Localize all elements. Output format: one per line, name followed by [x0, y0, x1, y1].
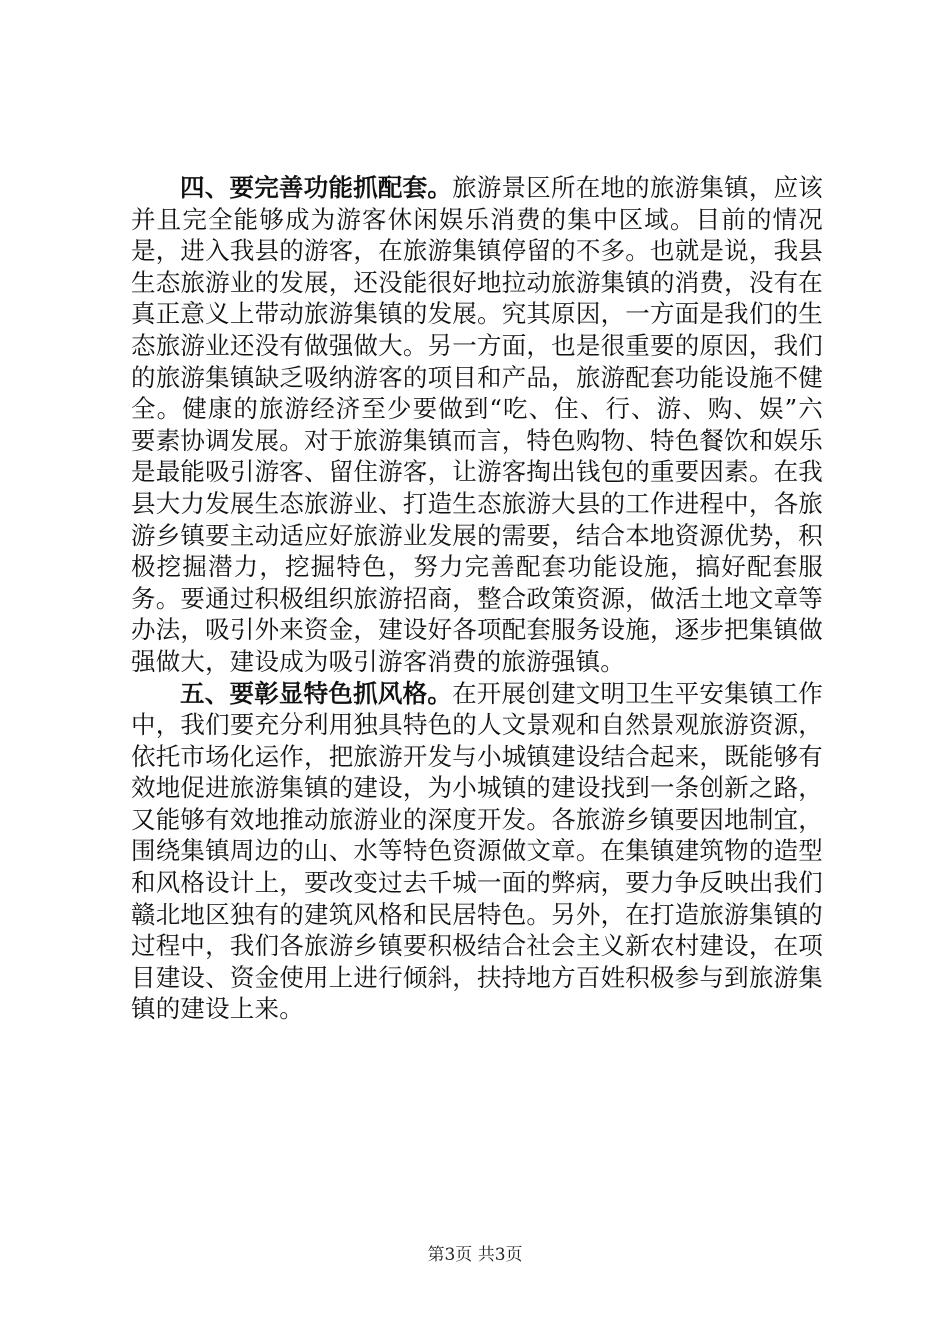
document-body: [131, 172, 823, 1025]
paragraph-four-text: 旅游景区所在地的旅游集镇，应该并且完全能够成为游客休闲娱乐消费的集中区域。目前的情况是，进入我县的游客，在旅游集镇停留的不多。也就是说，我县生态旅游业的发展，还没能很好地拉动旅游集镇的消费，没有在真正意义上带动旅游集镇的发展。究其原因，一方面是我们的生态旅游业还没有做强做大。另一方面，也是很重要的原因，我们的旅游集镇缺乏吸纳游客的项目和产品，旅游配套功能设施不健全。健康的旅游经济至少要做到“吃、住、行、游、购、娱”六要素协调发展。对于旅游集镇而言，特色购物、特色餐饮和娱乐是最能吸引游客、留住游客，让游客掏出钱包的重要因素。在我县大力发展生态旅游业、打造生态旅游大县的工作进程中，各旅游乡镇要主动适应好旅游业发展的需要，结合本地资源优势，积极挖掘潜力，挖掘特色，努力完善配套功能设施，搞好配套服务。要通过积极组织旅游招商，整合政策资源，做活土地文章等办法，吸引外来资金，建设好各项配套服务设施，逐步把集镇做强做大，建设成为吸引游客消费的旅游强镇。: [131, 173, 824, 676]
paragraph-four-heading: 四、要完善功能抓配套。: [180, 173, 453, 202]
page-number-footer: 第3页 共3页: [427, 1245, 523, 1265]
paragraph-five-heading: 五、要彰显特色抓风格。: [180, 678, 453, 708]
paragraph-five-text: 在开展创建文明卫生平安集镇工作中，我们要充分利用独具特色的人文景观和自然景观旅游资源，依托市场化运作，把旅游开发与小城镇建设结合起来，既能够有效地促进旅游集镇的建设，为小城镇的建设找到一条创新之路，又能够有效地推动旅游业的深度开发。各旅游乡镇要因地制宜，围绕集镇周边的山、水等特色资源做文章。在集镇建筑物的造型和风格设计上，要改变过去千城一面的弊病，要力争反映出我们赣北地区独有的建筑风格和民居特色。另外，在打造旅游集镇的过程中，我们各旅游乡镇要积极结合社会主义新农村建设，在项目建设、资金使用上进行倾斜，扶持地方百姓积极参与到旅游集镇的建设上来。: [131, 678, 824, 1024]
paragraph-four: [131, 172, 823, 678]
paragraph-five: [131, 678, 823, 1026]
